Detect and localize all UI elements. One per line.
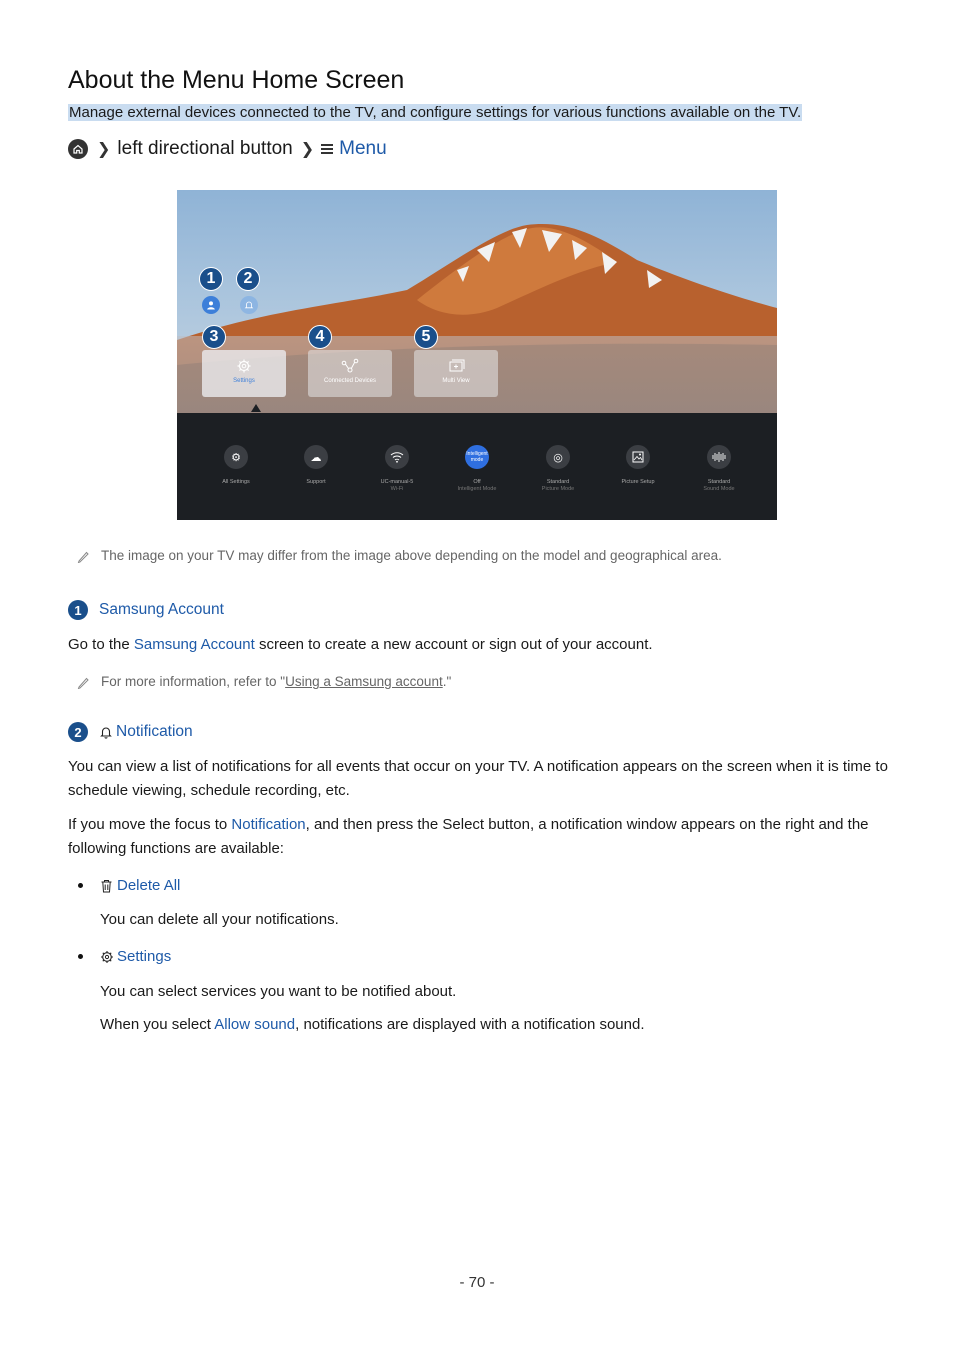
picture-mode-icon: ◎ xyxy=(546,445,570,469)
qs-all-settings[interactable]: ⚙ All Settings xyxy=(206,445,266,485)
qs-support[interactable]: ☁ Support xyxy=(286,445,346,485)
wifi-icon xyxy=(385,445,409,469)
image-note: The image on your TV may differ from the image above depending on the model and geographical area. xyxy=(76,548,722,563)
callout-5: 5 xyxy=(414,325,438,349)
callout-4: 4 xyxy=(308,325,332,349)
notification-description: You can view a list of notifications for all events that occur on your TV. A notification appears on the screen when it is time to schedule viewing, schedule recording, etc. xyxy=(68,758,888,799)
settings-description: You can select services you want to be notified about. xyxy=(100,983,457,1000)
settings-card-label: Settings xyxy=(233,378,255,384)
qs-sound-mode[interactable]: Standard Sound Mode xyxy=(689,445,749,492)
bell-icon xyxy=(99,725,113,739)
menu-icon xyxy=(321,142,333,157)
multi-view-card-label: Multi View xyxy=(442,378,470,384)
section-number-2: 2 xyxy=(68,722,88,742)
path-step-menu: Menu xyxy=(339,138,387,159)
gear-icon xyxy=(234,358,254,374)
navigation-path xyxy=(68,137,387,161)
qs-wifi[interactable]: UC-manual-5 Wi-Fi xyxy=(367,445,427,492)
settings-card[interactable] xyxy=(202,350,286,397)
callout-3: 3 xyxy=(202,325,226,349)
bullet-settings: Settings xyxy=(78,948,171,965)
callout-2: 2 xyxy=(236,267,260,291)
gear-icon xyxy=(100,950,114,964)
page-number: - 70 - xyxy=(459,1274,495,1291)
pencil-note-icon xyxy=(76,549,90,563)
using-samsung-account-link[interactable]: Using a Samsung account xyxy=(285,674,443,689)
allow-sound-link[interactable]: Allow sound xyxy=(214,1016,296,1033)
notification-link[interactable]: Notification xyxy=(231,816,306,833)
home-icon xyxy=(68,139,88,159)
samsung-account-link[interactable]: Samsung Account xyxy=(133,636,255,653)
section-notification-heading: 2 Notification xyxy=(68,722,193,742)
notification-bell-icon[interactable] xyxy=(240,296,258,314)
trash-icon xyxy=(100,879,113,893)
connected-devices-card-label: Connected Devices xyxy=(323,378,377,384)
quick-settings-bar xyxy=(177,413,777,520)
qs-picture-mode[interactable]: ◎ Standard Picture Mode xyxy=(528,445,588,492)
picture-setup-icon xyxy=(626,445,650,469)
samsung-account-description: Go to the Samsung Account screen to create a new account or sign out of your account. xyxy=(68,636,653,653)
account-icon[interactable] xyxy=(202,296,220,314)
samsung-account-note: For more information, refer to "Using a Samsung account." xyxy=(76,674,451,689)
focus-caret xyxy=(251,404,261,412)
qs-intelligent-mode[interactable]: Intelligent mode Off Intelligent Mode xyxy=(447,445,507,492)
page-title: About the Menu Home Screen xyxy=(68,66,405,94)
intelligent-mode-icon: Intelligent mode xyxy=(465,445,489,469)
bullet-delete-all: Delete All xyxy=(78,877,180,894)
sound-mode-icon xyxy=(707,445,731,469)
multi-view-card[interactable] xyxy=(414,350,498,397)
section-samsung-account-heading: 1 Samsung Account xyxy=(68,600,224,620)
multi-view-icon xyxy=(446,358,466,374)
delete-all-description: You can delete all your notifications. xyxy=(100,911,339,928)
tv-menu-screenshot xyxy=(177,190,777,520)
path-step-left-button: left directional button xyxy=(117,138,293,159)
connected-devices-card[interactable] xyxy=(308,350,392,397)
gear-icon: ⚙ xyxy=(224,445,248,469)
support-icon: ☁ xyxy=(304,445,328,469)
qs-picture-setup[interactable]: Picture Setup xyxy=(608,445,668,485)
section-number-1: 1 xyxy=(68,600,88,620)
notification-focus-description: If you move the focus to Notification, and then press the Select button, a notification window appears on the right and the following functions are available: xyxy=(68,816,869,857)
chevron-right-icon: ❯ xyxy=(97,141,111,158)
connected-devices-icon xyxy=(340,358,360,374)
chevron-right-icon: ❯ xyxy=(300,141,315,158)
pencil-note-icon xyxy=(76,675,90,689)
page-subtitle: Manage external devices connected to the TV, and configure settings for various functions available on the TV. xyxy=(69,104,802,121)
allow-sound-description: When you select Allow sound, notifications are displayed with a notification sound. xyxy=(100,1016,645,1033)
callout-1: 1 xyxy=(199,267,223,291)
